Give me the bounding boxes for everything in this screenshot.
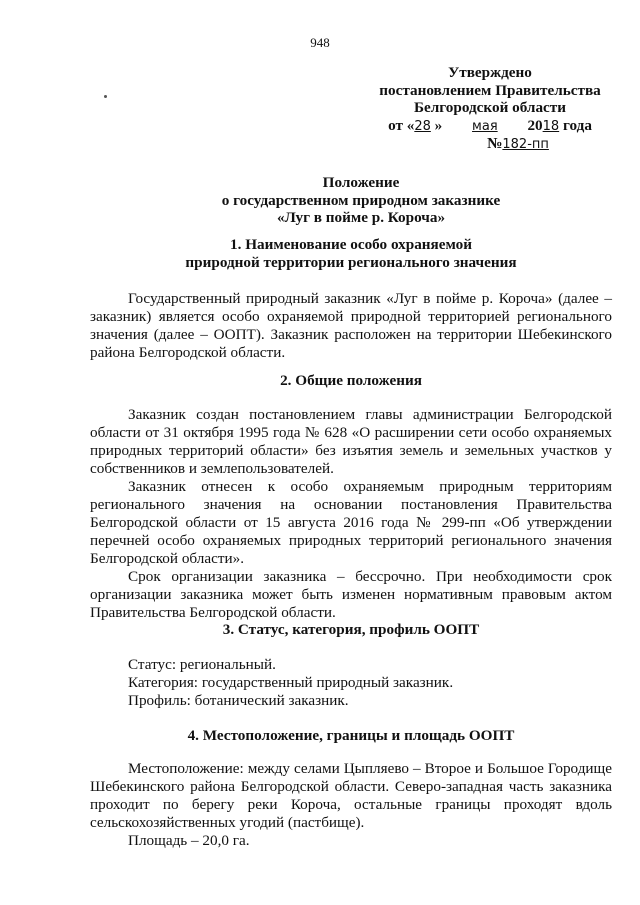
document-title <box>200 174 522 227</box>
section-1-heading-line-1: 1. Наименование особо охраняемой <box>230 236 472 253</box>
number-prefix: № <box>487 135 503 152</box>
approval-line-2: постановлением Правительства <box>379 81 601 99</box>
date-year-suffix: 18 <box>542 118 560 134</box>
approval-line-3: Белгородской области <box>413 99 566 116</box>
section-2-paragraph-1: Заказник создан постановлением главы администрации Белгородской области от 31 октября 1995 года № 628 «О расширении сети особо охраняемых природных территорий области» без изъятия земель и земельных участков у собственников и землепользователей. <box>90 406 612 477</box>
approval-line-1: Утверждено <box>448 64 532 81</box>
section-3-profile: Профиль: ботанический заказник. <box>128 692 349 709</box>
section-3-category: Категория: государственный природный заказник. <box>128 674 454 691</box>
page-number: 948 <box>310 35 330 50</box>
section-4-heading: 4. Местоположение, границы и площадь ООПТ <box>187 727 515 744</box>
date-prefix: от « <box>388 116 415 134</box>
section-2-paragraph-3: Срок организации заказника – бессрочно. При необходимости срок организации заказника может быть изменен нормативным правовым актом Правительства Белгородской области. <box>90 568 612 621</box>
section-1-heading <box>90 236 612 272</box>
scan-speck <box>104 95 107 98</box>
date-mid: » <box>434 116 443 134</box>
date-year-prefix: 20 <box>527 116 543 134</box>
date-month: мая <box>472 118 498 134</box>
section-3-status: Статус: региональный. <box>128 656 276 673</box>
title-line-1: Положение <box>322 174 400 191</box>
section-1-paragraph: Государственный природный заказник «Луг в пойме р. Короча» (далее – заказник) является особо охраняемой природной территорией регионального значения (далее – ООПТ). Заказник расположен на территории Шебекинского района Белгородской области. <box>90 290 612 361</box>
section-4-paragraph: Местоположение: между селами Цыпляево – Второе и Большое Городище Шебекинского района Белгородской области. Северо-западная часть заказника проходит по берегу реки Короча, остальные границы проходят вдоль сельскохозяйственных угодий (пастбище). <box>90 760 612 831</box>
title-line-3: «Луг в пойме р. Корочa» <box>276 209 446 226</box>
section-2-paragraph-2: Заказник отнесен к особо охраняемым природным территориям регионального значения на основании постановления Правительства Белгородской области от 15 августа 2016 года № 299-пп «Об утверждении перечней особо охраняемых природных территорий регионального значения Белгородской области». <box>90 478 612 567</box>
section-3-heading: 3. Статус, категория, профиль ООПТ <box>222 621 480 638</box>
approval-date <box>370 117 610 136</box>
date-day: 28 <box>414 118 431 134</box>
section-1-heading-line-2: природной территории регионального значения <box>185 254 517 271</box>
approval-number <box>370 135 610 154</box>
number-value: 182-пп <box>502 137 549 152</box>
section-2-heading: 2. Общие положения <box>280 372 422 389</box>
approval-block <box>370 64 610 154</box>
title-line-2: о государственном природном заказнике <box>221 191 501 209</box>
date-suffix: года <box>562 116 592 134</box>
section-4-area: Площадь – 20,0 га. <box>128 832 250 849</box>
